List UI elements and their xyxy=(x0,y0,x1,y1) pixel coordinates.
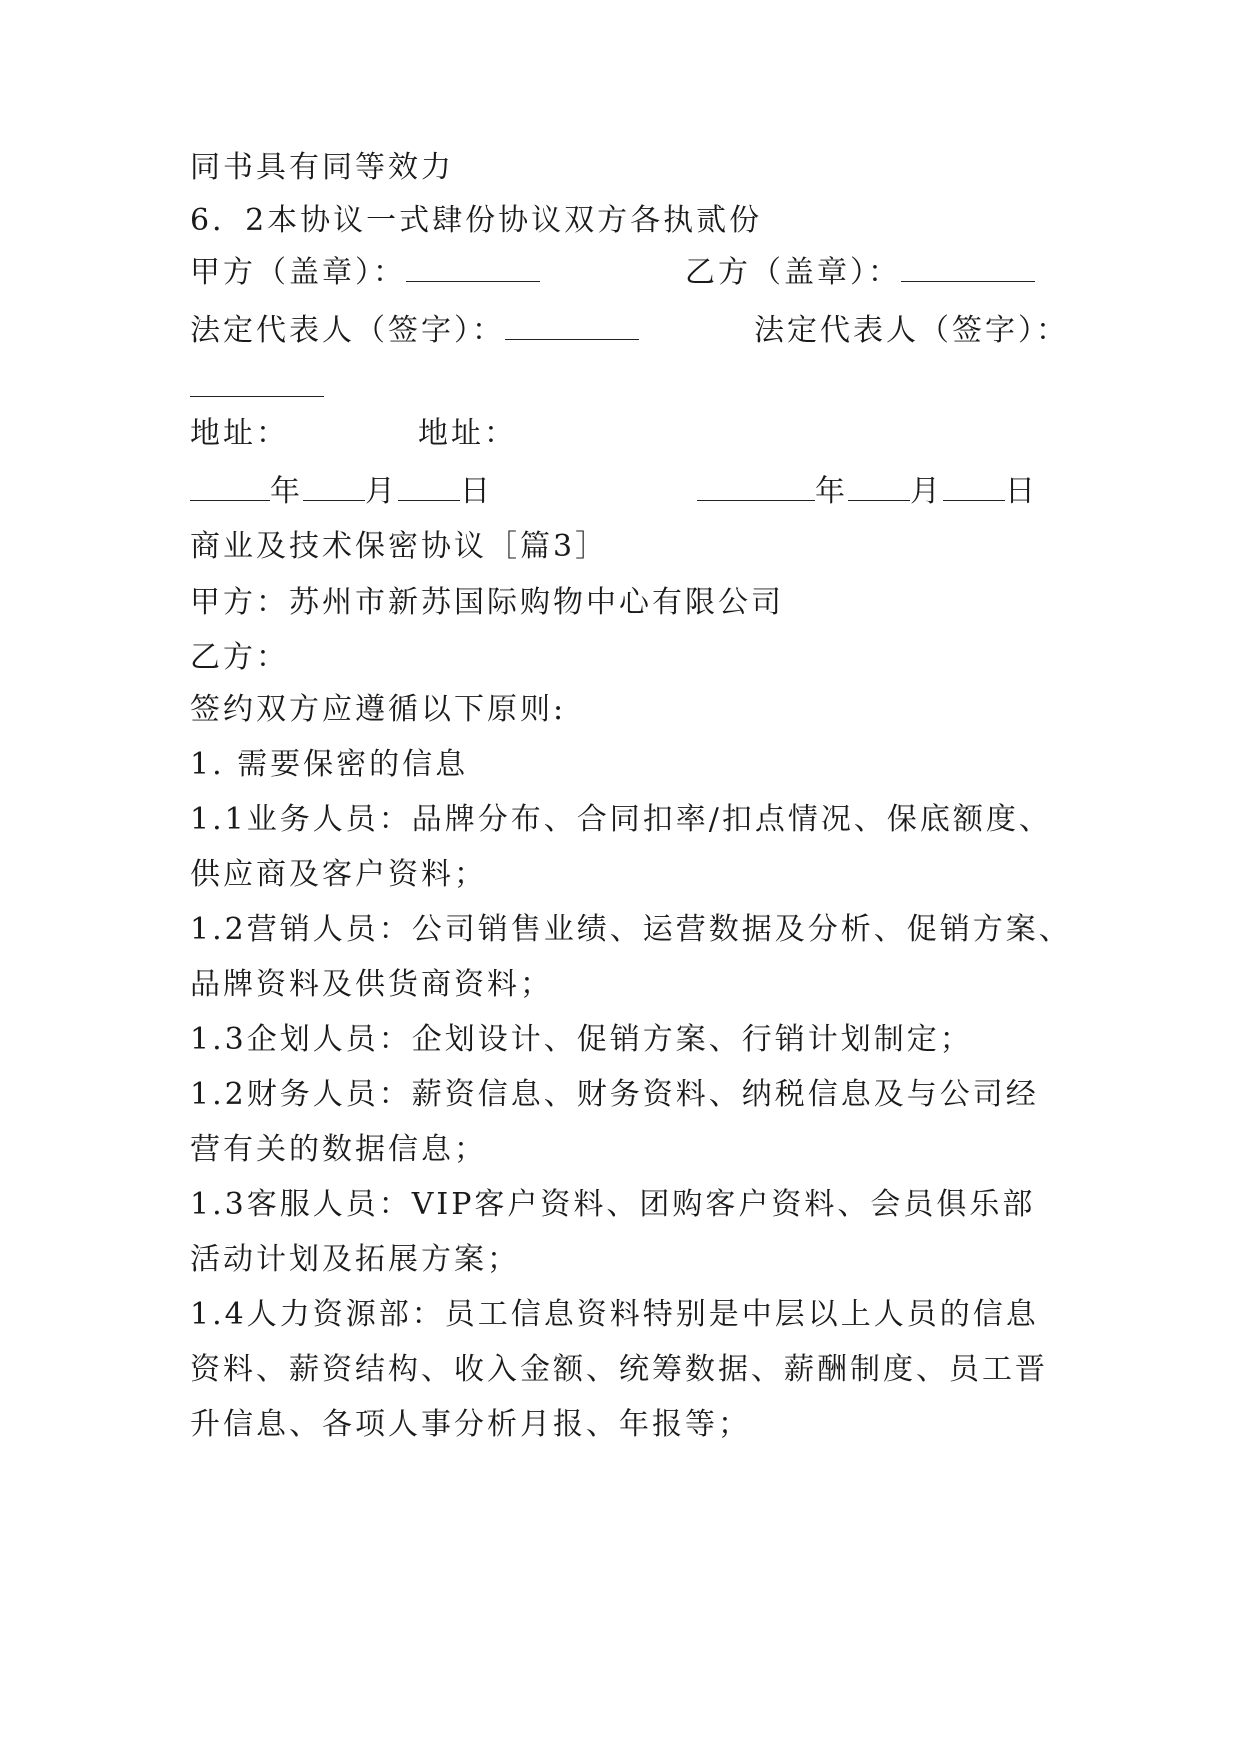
year-blank xyxy=(697,472,815,501)
party-b-label: 乙方： xyxy=(190,640,289,675)
text-line: 营有关的数据信息； xyxy=(190,1132,487,1167)
party-b-seal-line xyxy=(685,253,1035,293)
date-b-line xyxy=(697,472,1038,512)
rep-b-line xyxy=(754,311,1069,351)
month-label: 月 xyxy=(910,474,943,509)
clause-heading: 1. 需要保密的信息 xyxy=(190,747,469,782)
day-blank xyxy=(943,472,1005,501)
signature-blank xyxy=(190,368,324,397)
signature-blank xyxy=(901,253,1035,282)
party-b-seal-label: 乙方（盖章）： xyxy=(685,255,901,290)
text-line: 1.3客服人员：VIP客户资料、团购客户资料、会员俱乐部 xyxy=(190,1187,1036,1222)
text-line: 同书具有同等效力 xyxy=(190,150,454,185)
text-line: 活动计划及拓展方案； xyxy=(190,1242,520,1277)
text-line: 供应商及客户资料； xyxy=(190,857,487,892)
rep-a-label: 法定代表人（签字）： xyxy=(190,313,505,348)
day-label: 日 xyxy=(1005,474,1038,509)
text-line: 签约双方应遵循以下原则: xyxy=(190,692,567,727)
month-label: 月 xyxy=(365,474,398,509)
text-line: 资料、薪资结构、收入金额、统筹数据、薪酬制度、员工晋 xyxy=(190,1352,1048,1387)
party-a-seal-label: 甲方（盖章）： xyxy=(190,255,406,290)
addr-b-label: 地址： xyxy=(418,416,517,451)
text-line: 1.2营销人员：公司销售业绩、运营数据及分析、促销方案、 xyxy=(190,912,1072,947)
year-blank xyxy=(190,472,270,501)
rep-b-blank-line xyxy=(190,368,324,408)
party-a-name: 甲方：苏州市新苏国际购物中心有限公司 xyxy=(190,585,784,620)
text-line: 1.2财务人员：薪资信息、财务资料、纳税信息及与公司经 xyxy=(190,1077,1039,1112)
month-blank xyxy=(303,472,365,501)
day-label: 日 xyxy=(460,474,493,509)
addr-a-label: 地址： xyxy=(190,416,289,451)
year-label: 年 xyxy=(270,474,303,509)
signature-blank xyxy=(406,253,540,282)
day-blank xyxy=(398,472,460,501)
party-a-seal-line xyxy=(190,253,540,293)
month-blank xyxy=(848,472,910,501)
text-line: 1.3企划人员：企划设计、促销方案、行销计划制定； xyxy=(190,1022,973,1057)
year-label: 年 xyxy=(815,474,848,509)
text-line: 1.1业务人员：品牌分布、合同扣率/扣点情况、保底额度、 xyxy=(190,802,1052,837)
signature-blank xyxy=(505,311,639,340)
text-line: 6．2本协议一式肆份协议双方各执贰份 xyxy=(190,203,763,238)
section-title: 商业及技术保密协议［篇3］ xyxy=(190,529,609,564)
rep-a-line xyxy=(190,311,639,351)
text-line: 1.4人力资源部：员工信息资料特别是中层以上人员的信息 xyxy=(190,1297,1039,1332)
text-line: 品牌资料及供货商资料； xyxy=(190,967,553,1002)
date-a-line xyxy=(190,472,493,512)
text-line: 升信息、各项人事分析月报、年报等； xyxy=(190,1407,751,1442)
rep-b-label: 法定代表人（签字）： xyxy=(754,313,1069,348)
